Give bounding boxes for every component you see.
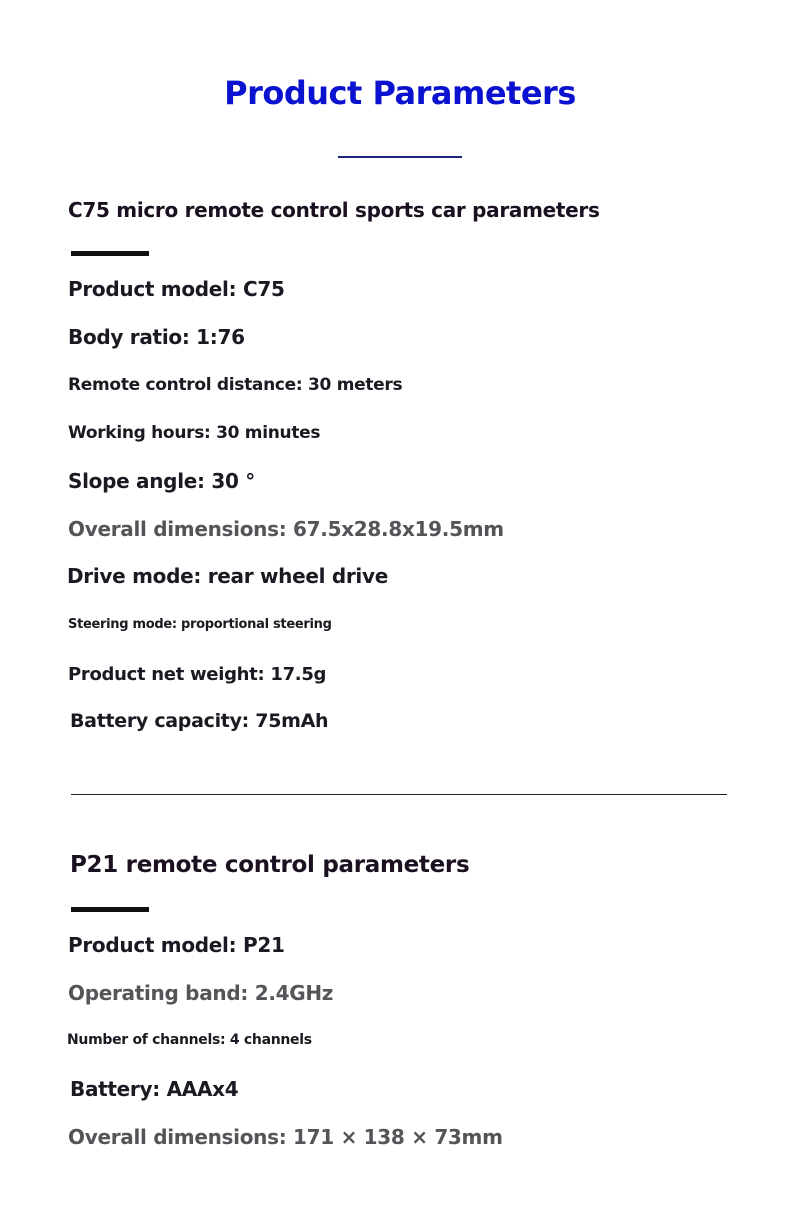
param-battery-capacity: Battery capacity: 75mAh — [70, 710, 329, 732]
page-title: Product Parameters — [224, 74, 576, 112]
param-battery: Battery: AAAx4 — [70, 1077, 239, 1101]
remote-section-underline — [71, 907, 149, 912]
car-section-underline — [71, 251, 149, 256]
param-overall-dimensions: Overall dimensions: 67.5x28.8x19.5mm — [68, 517, 504, 541]
param-channels: Number of channels: 4 channels — [67, 1032, 312, 1048]
param-working-hours: Working hours: 30 minutes — [68, 423, 321, 443]
car-section-heading: C75 micro remote control sports car parameters — [68, 198, 600, 222]
param-net-weight: Product net weight: 17.5g — [68, 664, 327, 685]
section-divider — [71, 794, 727, 795]
param-operating-band: Operating band: 2.4GHz — [68, 981, 334, 1005]
param-remote-dimensions: Overall dimensions: 171 × 138 × 73mm — [68, 1125, 503, 1149]
param-slope-angle: Slope angle: 30 ° — [68, 469, 255, 493]
title-underline — [338, 156, 462, 158]
param-product-model: Product model: C75 — [68, 277, 285, 301]
param-steering-mode: Steering mode: proportional steering — [68, 617, 332, 632]
param-remote-model: Product model: P21 — [68, 933, 285, 957]
remote-section-heading: P21 remote control parameters — [70, 852, 470, 878]
param-remote-distance: Remote control distance: 30 meters — [68, 375, 403, 395]
param-drive-mode: Drive mode: rear wheel drive — [67, 564, 388, 588]
param-body-ratio: Body ratio: 1:76 — [68, 325, 245, 349]
